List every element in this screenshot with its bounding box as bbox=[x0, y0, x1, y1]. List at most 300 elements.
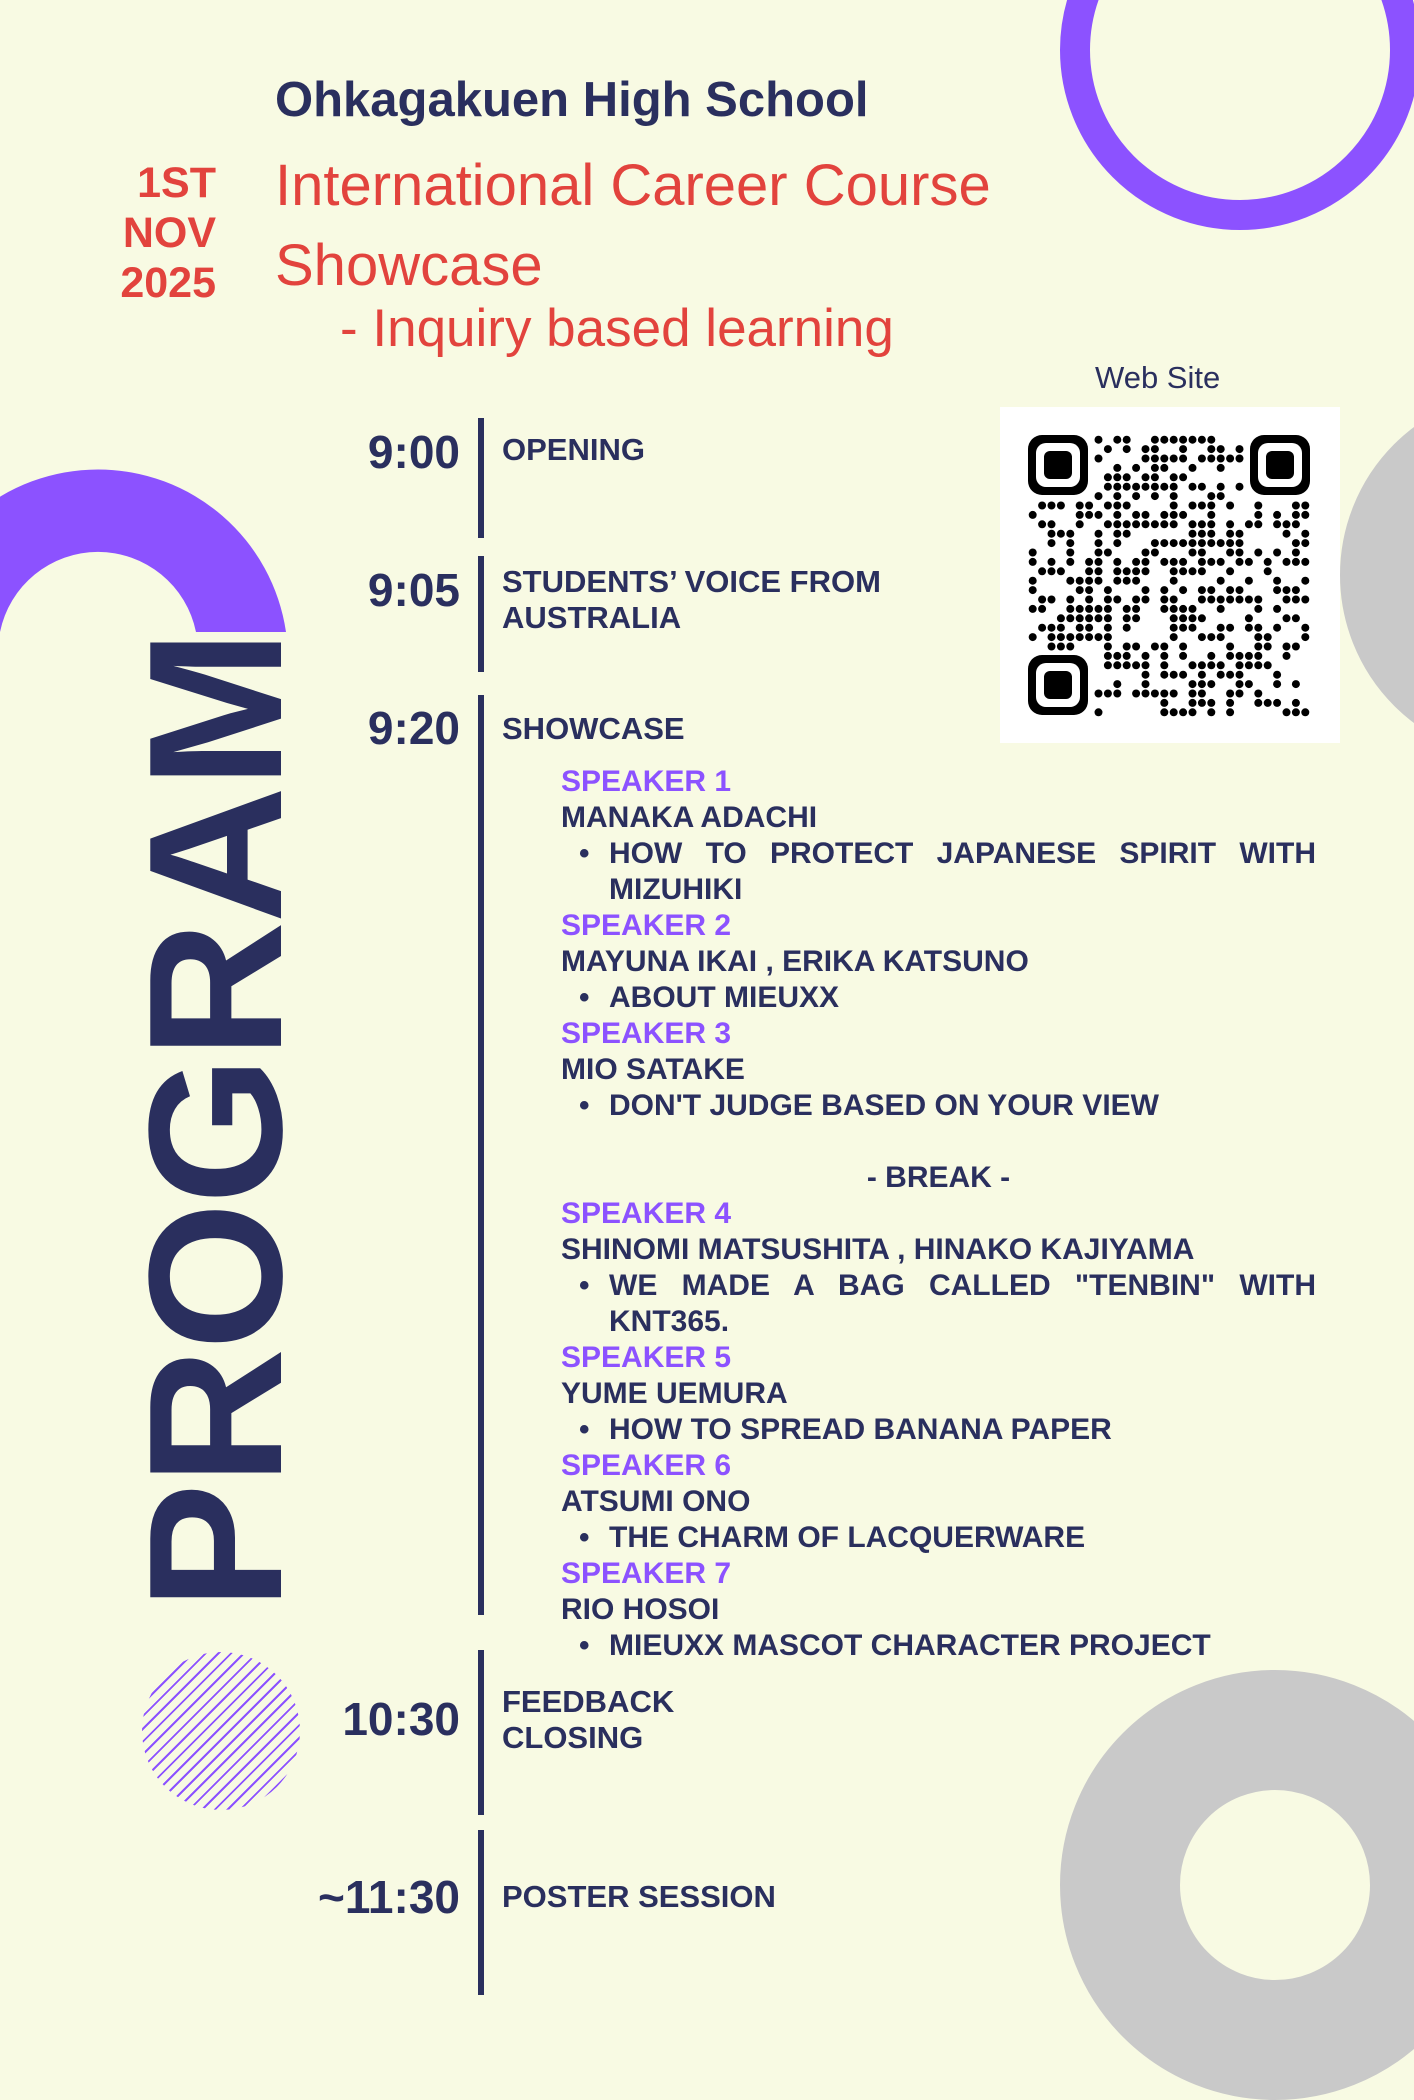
qr-dot bbox=[1226, 567, 1234, 575]
qr-dot bbox=[1301, 577, 1309, 585]
qr-dot bbox=[1095, 558, 1103, 566]
qr-dot bbox=[1095, 614, 1103, 622]
qr-dot bbox=[1142, 511, 1150, 519]
qr-dot bbox=[1217, 596, 1225, 604]
qr-dot bbox=[1076, 605, 1084, 613]
qr-dot bbox=[1170, 558, 1178, 566]
item-closing-line-2: CLOSING bbox=[502, 1720, 644, 1755]
qr-dot bbox=[1151, 643, 1159, 651]
qr-dot bbox=[1226, 643, 1234, 651]
qr-dot bbox=[1160, 671, 1168, 679]
qr-dot bbox=[1123, 605, 1131, 613]
qr-dot bbox=[1160, 483, 1168, 491]
qr-dot bbox=[1085, 586, 1093, 594]
qr-dot bbox=[1113, 511, 1121, 519]
qr-dot bbox=[1160, 464, 1168, 472]
qr-dot bbox=[1198, 671, 1206, 679]
qr-dot bbox=[1198, 520, 1206, 528]
qr-dot bbox=[1029, 633, 1037, 641]
qr-dot bbox=[1189, 661, 1197, 669]
qr-dot bbox=[1245, 558, 1253, 566]
qr-dot bbox=[1292, 511, 1300, 519]
qr-dot bbox=[1095, 530, 1103, 538]
qr-dot bbox=[1273, 699, 1281, 707]
qr-dot bbox=[1273, 671, 1281, 679]
qr-dot bbox=[1170, 614, 1178, 622]
qr-dot bbox=[1048, 567, 1056, 575]
qr-dot bbox=[1189, 549, 1197, 557]
qr-dot bbox=[1207, 661, 1215, 669]
qr-dot bbox=[1198, 530, 1206, 538]
qr-dot bbox=[1142, 671, 1150, 679]
qr-dot bbox=[1029, 577, 1037, 585]
qr-dot bbox=[1132, 511, 1140, 519]
qr-dot bbox=[1066, 605, 1074, 613]
qr-dot bbox=[1123, 520, 1131, 528]
qr-code-icon bbox=[1000, 407, 1340, 743]
qr-dot bbox=[1123, 473, 1131, 481]
qr-dot bbox=[1283, 652, 1291, 660]
qr-dot bbox=[1104, 520, 1112, 528]
qr-dot bbox=[1236, 652, 1244, 660]
qr-dot bbox=[1189, 699, 1197, 707]
qr-dot bbox=[1132, 605, 1140, 613]
qr-dot bbox=[1273, 586, 1281, 594]
qr-dot bbox=[1151, 539, 1159, 547]
qr-dot bbox=[1264, 558, 1272, 566]
speaker-label: SPEAKER 6 bbox=[561, 1449, 732, 1482]
qr-dot bbox=[1179, 652, 1187, 660]
qr-dot bbox=[1189, 436, 1197, 444]
qr-dot bbox=[1245, 652, 1253, 660]
qr-dot bbox=[1198, 586, 1206, 594]
qr-dot bbox=[1113, 558, 1121, 566]
qr-dot bbox=[1160, 539, 1168, 547]
event-date bbox=[86, 158, 216, 308]
qr-dot bbox=[1160, 436, 1168, 444]
qr-dot bbox=[1179, 624, 1187, 632]
qr-dot bbox=[1029, 549, 1037, 557]
qr-dot bbox=[1057, 530, 1065, 538]
qr-dot bbox=[1170, 624, 1178, 632]
qr-dot bbox=[1160, 661, 1168, 669]
qr-dot bbox=[1066, 614, 1074, 622]
qr-dot bbox=[1179, 614, 1187, 622]
qr-dot bbox=[1170, 708, 1178, 716]
qr-dot bbox=[1236, 596, 1244, 604]
qr-dot bbox=[1245, 614, 1253, 622]
qr-dot bbox=[1217, 492, 1225, 500]
qr-dot bbox=[1207, 445, 1215, 453]
qr-dot bbox=[1283, 520, 1291, 528]
qr-dot bbox=[1160, 455, 1168, 463]
qr-dot bbox=[1123, 652, 1131, 660]
qr-dot bbox=[1198, 436, 1206, 444]
speaker-label: SPEAKER 2 bbox=[561, 909, 732, 942]
qr-dot bbox=[1283, 596, 1291, 604]
qr-dot bbox=[1179, 567, 1187, 575]
qr-dot bbox=[1207, 511, 1215, 519]
qr-dot bbox=[1283, 530, 1291, 538]
qr-dot bbox=[1170, 596, 1178, 604]
speaker-topic: • HOW TO SPREAD BANANA PAPER bbox=[561, 1412, 1316, 1448]
qr-dot bbox=[1132, 520, 1140, 528]
qr-dot bbox=[1226, 549, 1234, 557]
qr-dot bbox=[1160, 558, 1168, 566]
qr-dot bbox=[1189, 502, 1197, 510]
qr-dot bbox=[1207, 708, 1215, 716]
time-voice: 9:05 bbox=[367, 564, 460, 616]
qr-dot bbox=[1123, 624, 1131, 632]
qr-dot bbox=[1132, 614, 1140, 622]
qr-dot bbox=[1029, 558, 1037, 566]
speaker-label: SPEAKER 7 bbox=[561, 1557, 732, 1590]
website-qr-code[interactable] bbox=[1000, 407, 1340, 743]
qr-dot bbox=[1283, 586, 1291, 594]
qr-dot bbox=[1170, 520, 1178, 528]
qr-dot bbox=[1254, 643, 1262, 651]
qr-dot bbox=[1095, 492, 1103, 500]
qr-dot bbox=[1095, 605, 1103, 613]
qr-dot bbox=[1264, 643, 1272, 651]
qr-dot bbox=[1132, 483, 1140, 491]
qr-dot bbox=[1226, 671, 1234, 679]
qr-dot bbox=[1038, 605, 1046, 613]
qr-dot bbox=[1151, 464, 1159, 472]
qr-dot bbox=[1048, 530, 1056, 538]
qr-dot bbox=[1207, 530, 1215, 538]
qr-dot bbox=[1085, 605, 1093, 613]
qr-dot bbox=[1264, 633, 1272, 641]
time-opening: 9:00 bbox=[367, 426, 460, 478]
decorative-arc-left bbox=[0, 420, 290, 640]
qr-dot bbox=[1170, 455, 1178, 463]
qr-dot bbox=[1179, 436, 1187, 444]
date-day: 1ST bbox=[137, 159, 216, 207]
qr-dot bbox=[1226, 455, 1234, 463]
qr-dot bbox=[1301, 558, 1309, 566]
qr-dot bbox=[1189, 530, 1197, 538]
qr-dot bbox=[1132, 661, 1140, 669]
item-showcase-label: SHOWCASE bbox=[502, 711, 685, 746]
qr-dot bbox=[1170, 690, 1178, 698]
speaker-block bbox=[561, 1556, 1316, 1664]
qr-dot bbox=[1226, 520, 1234, 528]
qr-dot bbox=[1301, 633, 1309, 641]
qr-dot bbox=[1217, 577, 1225, 585]
qr-dot bbox=[1113, 464, 1121, 472]
qr-dot bbox=[1254, 699, 1262, 707]
qr-dot bbox=[1123, 445, 1131, 453]
qr-dot bbox=[1226, 690, 1234, 698]
qr-dot bbox=[1104, 502, 1112, 510]
qr-dot bbox=[1273, 511, 1281, 519]
qr-dot bbox=[1142, 586, 1150, 594]
qr-dot bbox=[1160, 699, 1168, 707]
website-label: Web Site bbox=[1095, 360, 1221, 395]
qr-dot bbox=[1170, 567, 1178, 575]
qr-dot bbox=[1095, 539, 1103, 547]
qr-dot bbox=[1189, 605, 1197, 613]
qr-dot bbox=[1057, 567, 1065, 575]
speaker-topic: • MIEUXX MASCOT CHARACTER PROJECT bbox=[561, 1628, 1316, 1664]
qr-dot bbox=[1085, 614, 1093, 622]
qr-dot bbox=[1301, 708, 1309, 716]
qr-dot bbox=[1226, 624, 1234, 632]
qr-dot bbox=[1113, 492, 1121, 500]
qr-dot bbox=[1123, 567, 1131, 575]
speaker-names: YUME UEMURA bbox=[561, 1377, 788, 1410]
qr-dot bbox=[1254, 661, 1262, 669]
speaker-block bbox=[561, 1016, 1316, 1124]
qr-dot bbox=[1236, 661, 1244, 669]
qr-dot bbox=[1142, 445, 1150, 453]
qr-dot bbox=[1095, 511, 1103, 519]
qr-dot bbox=[1132, 464, 1140, 472]
speaker-names: MANAKA ADACHI bbox=[561, 801, 818, 834]
qr-dot bbox=[1179, 605, 1187, 613]
qr-dot bbox=[1151, 436, 1159, 444]
qr-dot bbox=[1132, 567, 1140, 575]
qr-dot bbox=[1085, 624, 1093, 632]
qr-dot bbox=[1189, 520, 1197, 528]
qr-dot bbox=[1142, 690, 1150, 698]
qr-dot bbox=[1189, 614, 1197, 622]
qr-dot bbox=[1179, 671, 1187, 679]
qr-dot bbox=[1123, 530, 1131, 538]
qr-dot bbox=[1207, 652, 1215, 660]
qr-dot bbox=[1273, 624, 1281, 632]
qr-dot bbox=[1066, 577, 1074, 585]
qr-dot bbox=[1207, 680, 1215, 688]
qr-dot bbox=[1245, 577, 1253, 585]
speaker-block bbox=[561, 1196, 1316, 1340]
date-year: 2025 bbox=[120, 259, 216, 307]
qr-dot bbox=[1189, 539, 1197, 547]
break-label: - BREAK - bbox=[866, 1161, 1011, 1194]
qr-dot bbox=[1048, 596, 1056, 604]
qr-dot bbox=[1160, 643, 1168, 651]
qr-dot bbox=[1085, 577, 1093, 585]
qr-dot bbox=[1198, 483, 1206, 491]
qr-dot bbox=[1217, 483, 1225, 491]
date-month: NOV bbox=[122, 209, 216, 257]
speaker-block bbox=[561, 764, 1316, 908]
course-title: International Career Course bbox=[275, 153, 991, 218]
qr-dot bbox=[1217, 633, 1225, 641]
qr-dot bbox=[1292, 549, 1300, 557]
qr-dot bbox=[1245, 520, 1253, 528]
qr-dot bbox=[1113, 567, 1121, 575]
qr-dot bbox=[1095, 567, 1103, 575]
qr-dot bbox=[1254, 549, 1262, 557]
qr-dot bbox=[1123, 436, 1131, 444]
qr-dot bbox=[1048, 643, 1056, 651]
speaker-label: SPEAKER 1 bbox=[561, 765, 732, 798]
item-poster bbox=[502, 1879, 776, 1915]
qr-dot bbox=[1198, 567, 1206, 575]
qr-dot bbox=[1076, 511, 1084, 519]
qr-dot bbox=[1283, 558, 1291, 566]
qr-dot bbox=[1236, 455, 1244, 463]
qr-dot bbox=[1095, 455, 1103, 463]
qr-dot bbox=[1151, 473, 1159, 481]
qr-dot bbox=[1292, 614, 1300, 622]
qr-dot bbox=[1113, 483, 1121, 491]
qr-dot bbox=[1085, 511, 1093, 519]
qr-dot bbox=[1189, 680, 1197, 688]
qr-dot bbox=[1301, 502, 1309, 510]
qr-dot bbox=[1226, 502, 1234, 510]
qr-dot bbox=[1226, 699, 1234, 707]
qr-dot bbox=[1113, 661, 1121, 669]
qr-dot bbox=[1104, 652, 1112, 660]
item-poster-label: POSTER SESSION bbox=[502, 1879, 776, 1914]
qr-dot bbox=[1076, 614, 1084, 622]
qr-dot bbox=[1236, 483, 1244, 491]
qr-dot bbox=[1160, 652, 1168, 660]
qr-dot bbox=[1198, 699, 1206, 707]
timeline-bar-voice bbox=[478, 556, 484, 672]
qr-dot bbox=[1254, 690, 1262, 698]
qr-dot bbox=[1095, 436, 1103, 444]
school-name: Ohkagakuen High School bbox=[275, 73, 869, 127]
speaker-topic: • THE CHARM OF LACQUERWARE bbox=[561, 1520, 1316, 1556]
qr-dot bbox=[1038, 567, 1046, 575]
qr-dot bbox=[1292, 699, 1300, 707]
item-closing bbox=[502, 1684, 674, 1756]
speaker-names: MIO SATAKE bbox=[561, 1053, 745, 1086]
qr-dot bbox=[1236, 680, 1244, 688]
qr-dot bbox=[1217, 455, 1225, 463]
qr-dot bbox=[1236, 445, 1244, 453]
speaker-block bbox=[561, 1448, 1316, 1556]
qr-dot bbox=[1179, 539, 1187, 547]
qr-dot bbox=[1076, 520, 1084, 528]
qr-dot bbox=[1160, 596, 1168, 604]
qr-dot bbox=[1104, 483, 1112, 491]
qr-dot bbox=[1170, 539, 1178, 547]
qr-dot bbox=[1217, 445, 1225, 453]
qr-dot bbox=[1254, 596, 1262, 604]
qr-dot bbox=[1104, 596, 1112, 604]
qr-dot bbox=[1104, 605, 1112, 613]
qr-dot bbox=[1142, 520, 1150, 528]
qr-dot bbox=[1123, 661, 1131, 669]
qr-dot bbox=[1198, 680, 1206, 688]
qr-dot bbox=[1217, 464, 1225, 472]
qr-dot bbox=[1113, 577, 1121, 585]
qr-dot bbox=[1236, 549, 1244, 557]
timeline-bar-opening bbox=[478, 418, 484, 538]
program-heading: PROGRAM bbox=[110, 631, 322, 1610]
item-opening bbox=[502, 432, 645, 468]
qr-dot bbox=[1292, 708, 1300, 716]
qr-dot bbox=[1132, 577, 1140, 585]
qr-dot bbox=[1160, 511, 1168, 519]
qr-dot bbox=[1132, 596, 1140, 604]
time-poster: ~11:30 bbox=[318, 1871, 460, 1923]
decorative-ring-bottom bbox=[1060, 1670, 1414, 2100]
item-voice bbox=[502, 564, 881, 636]
qr-dot bbox=[1132, 492, 1140, 500]
speaker-block bbox=[561, 1340, 1316, 1448]
qr-dot bbox=[1076, 624, 1084, 632]
qr-dot bbox=[1198, 633, 1206, 641]
qr-dot bbox=[1207, 596, 1215, 604]
qr-dot bbox=[1076, 633, 1084, 641]
qr-dot bbox=[1113, 520, 1121, 528]
qr-dot bbox=[1273, 549, 1281, 557]
qr-dot bbox=[1048, 624, 1056, 632]
qr-dot bbox=[1254, 652, 1262, 660]
qr-dot bbox=[1076, 586, 1084, 594]
qr-dot bbox=[1292, 520, 1300, 528]
qr-dot bbox=[1217, 558, 1225, 566]
qr-dot bbox=[1066, 549, 1074, 557]
qr-dot bbox=[1198, 502, 1206, 510]
qr-dot bbox=[1057, 624, 1065, 632]
qr-dot bbox=[1066, 596, 1074, 604]
qr-dot bbox=[1085, 633, 1093, 641]
qr-dot bbox=[1038, 520, 1046, 528]
qr-dot bbox=[1113, 596, 1121, 604]
qr-dot bbox=[1254, 520, 1262, 528]
qr-dot bbox=[1254, 633, 1262, 641]
qr-dot bbox=[1029, 511, 1037, 519]
qr-dot bbox=[1085, 567, 1093, 575]
qr-dot bbox=[1066, 530, 1074, 538]
qr-dot bbox=[1189, 708, 1197, 716]
course-subtitle: Showcase bbox=[275, 233, 543, 298]
qr-dot bbox=[1217, 661, 1225, 669]
qr-dot bbox=[1142, 473, 1150, 481]
qr-dot bbox=[1104, 549, 1112, 557]
qr-dot bbox=[1292, 586, 1300, 594]
qr-dot bbox=[1123, 614, 1131, 622]
qr-dot bbox=[1170, 511, 1178, 519]
time-closing: 10:30 bbox=[342, 1693, 460, 1745]
qr-dot bbox=[1104, 624, 1112, 632]
qr-dot bbox=[1104, 473, 1112, 481]
qr-dot bbox=[1207, 436, 1215, 444]
qr-dot bbox=[1207, 586, 1215, 594]
qr-dot bbox=[1113, 539, 1121, 547]
qr-dot bbox=[1151, 445, 1159, 453]
qr-dot bbox=[1179, 643, 1187, 651]
time-showcase: 9:20 bbox=[367, 702, 460, 754]
qr-dot bbox=[1189, 624, 1197, 632]
qr-dot bbox=[1236, 690, 1244, 698]
qr-dot bbox=[1142, 549, 1150, 557]
qr-dot bbox=[1198, 455, 1206, 463]
qr-dot bbox=[1236, 586, 1244, 594]
course-tagline: - Inquiry based learning bbox=[340, 299, 894, 358]
qr-dot bbox=[1236, 671, 1244, 679]
qr-dot bbox=[1029, 586, 1037, 594]
qr-dot bbox=[1160, 605, 1168, 613]
qr-dot bbox=[1245, 624, 1253, 632]
qr-dot bbox=[1048, 558, 1056, 566]
qr-dot bbox=[1113, 680, 1121, 688]
qr-dot bbox=[1254, 605, 1262, 613]
qr-dot bbox=[1113, 473, 1121, 481]
qr-dot bbox=[1066, 643, 1074, 651]
qr-dot bbox=[1292, 596, 1300, 604]
qr-dot bbox=[1151, 455, 1159, 463]
qr-dot bbox=[1273, 520, 1281, 528]
speaker-list bbox=[561, 764, 1316, 1664]
